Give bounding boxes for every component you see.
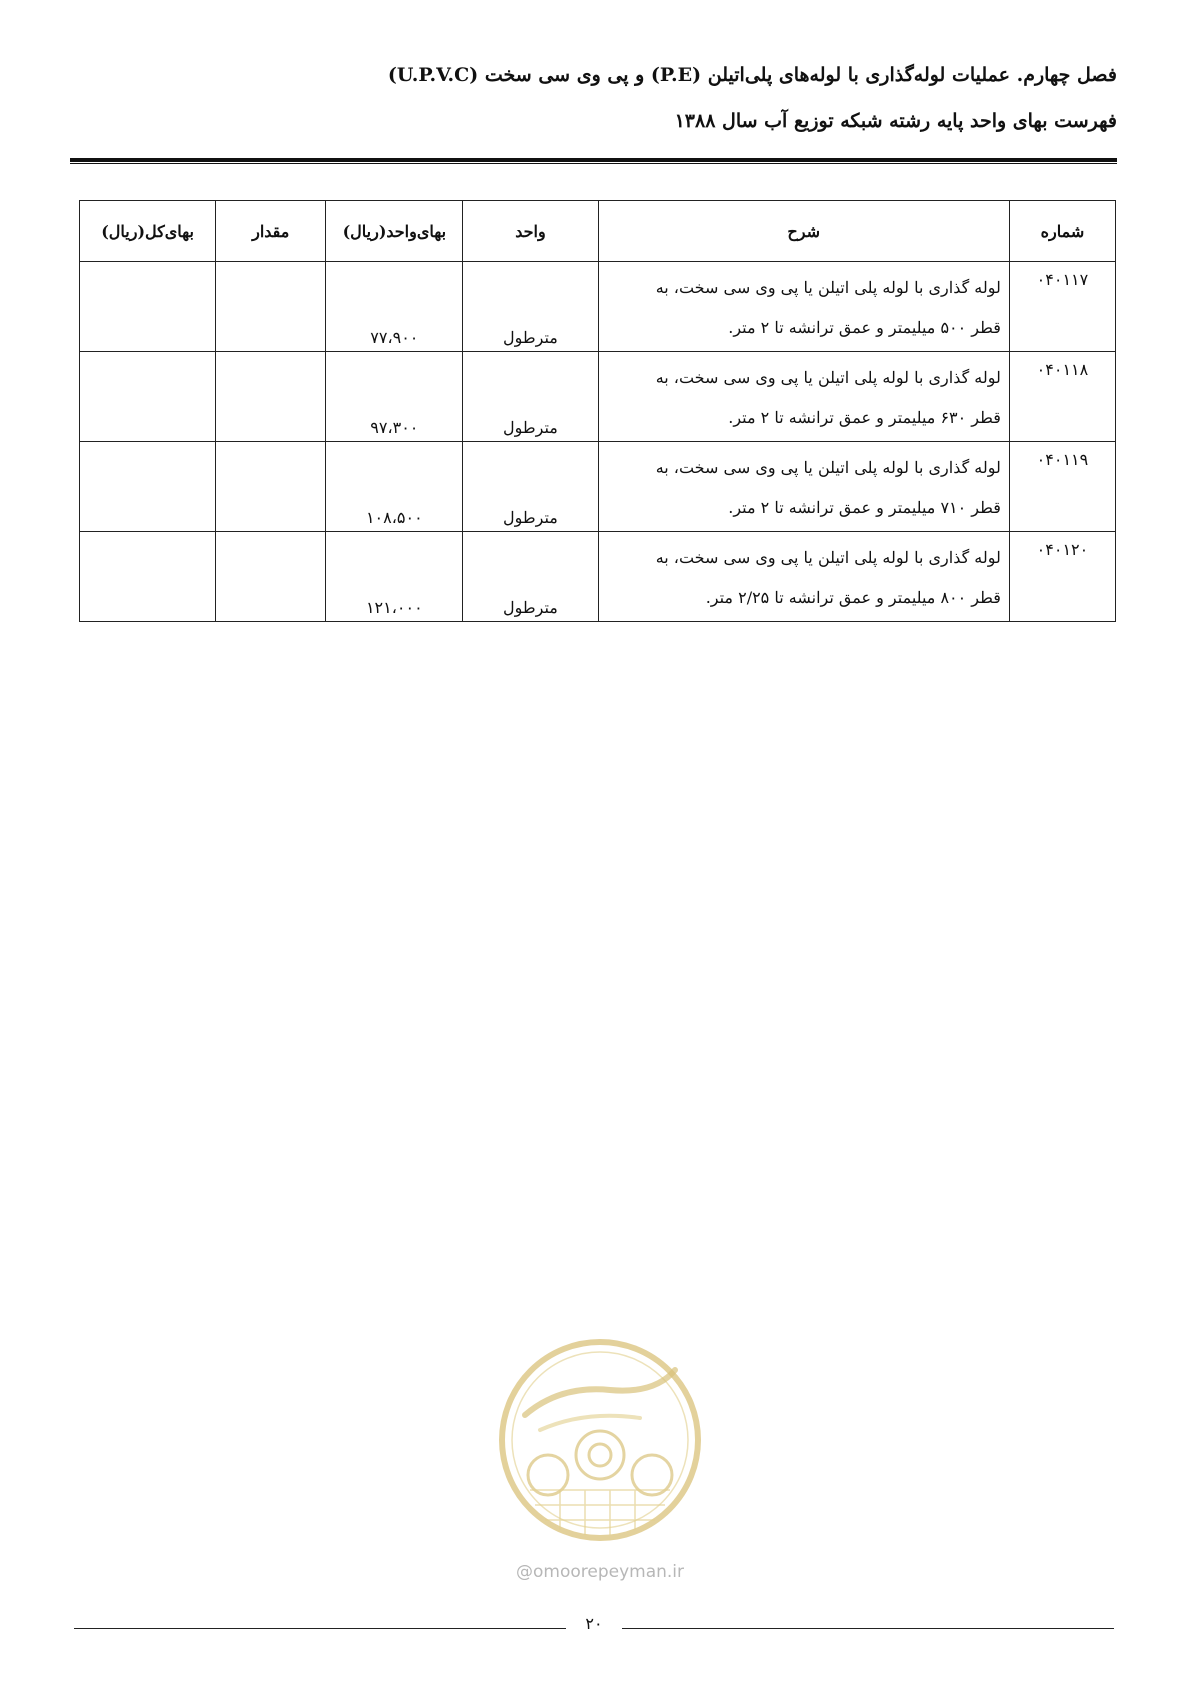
- row-description-line2: قطر ۷۱۰ میلیمتر و عمق ترانشه تا ۲ متر.: [728, 498, 1001, 517]
- row-unit-price: ۹۷،۳۰۰: [326, 352, 463, 442]
- row-quantity: [216, 262, 326, 352]
- row-total: [80, 352, 216, 442]
- row-description-line1: لوله گذاری با لوله پلی اتیلن یا پی وی سی سخت، به: [655, 278, 1001, 297]
- row-code: ۰۴۰۱۱۸: [1009, 352, 1115, 442]
- page-number: ۲۰: [585, 1614, 603, 1633]
- row-unit: مترطول: [463, 442, 598, 532]
- row-description-line1: لوله گذاری با لوله پلی اتیلن یا پی وی سی سخت، به: [655, 548, 1001, 567]
- row-total: [80, 532, 216, 622]
- row-description-line1: لوله گذاری با لوله پلی اتیلن یا پی وی سی سخت، به: [655, 458, 1001, 477]
- row-description-line2: قطر ۶۳۰ میلیمتر و عمق ترانشه تا ۲ متر.: [728, 408, 1001, 427]
- row-description-line2: قطر ۸۰۰ میلیمتر و عمق ترانشه تا ۲/۲۵ متر.: [705, 588, 1001, 607]
- row-description: [598, 352, 1009, 442]
- header-number: شماره: [1009, 201, 1115, 262]
- chapter-title: فصل چهارم. عملیات لوله‌گذاری با لوله‌های پلی‌اتیلن (P.E) و پی وی سی سخت (U.P.V.C): [387, 64, 1117, 86]
- row-unit-price: ۱۰۸،۵۰۰: [326, 442, 463, 532]
- row-code: ۰۴۰۱۲۰: [1009, 532, 1115, 622]
- row-description: [598, 532, 1009, 622]
- table-row: [80, 352, 1116, 442]
- row-total: [80, 442, 216, 532]
- row-description-line2: قطر ۵۰۰ میلیمتر و عمق ترانشه تا ۲ متر.: [728, 318, 1001, 337]
- footer-rule-left: [74, 1628, 566, 1629]
- row-unit-price: ۱۲۱،۰۰۰: [326, 532, 463, 622]
- row-unit: مترطول: [463, 532, 598, 622]
- row-description: [598, 262, 1009, 352]
- row-unit-price: ۷۷،۹۰۰: [326, 262, 463, 352]
- header-unit-price: بهای‌واحد(ریال): [326, 201, 463, 262]
- row-quantity: [216, 442, 326, 532]
- row-description: [598, 442, 1009, 532]
- row-code: ۰۴۰۱۱۷: [1009, 262, 1115, 352]
- page-header: [72, 52, 1117, 144]
- header-quantity: مقدار: [216, 201, 326, 262]
- row-unit: مترطول: [463, 352, 598, 442]
- table-row: [80, 262, 1116, 352]
- table-header-row: [80, 201, 1116, 262]
- row-description-line1: لوله گذاری با لوله پلی اتیلن یا پی وی سی سخت، به: [655, 368, 1001, 387]
- price-list-subtitle: فهرست بهای واحد پایه رشته شبکه توزیع آب سال ۱۳۸۸: [674, 110, 1117, 132]
- watermark-logo: [490, 1330, 710, 1590]
- header-divider: [70, 158, 1117, 164]
- seal-icon: [490, 1330, 710, 1560]
- row-quantity: [216, 352, 326, 442]
- row-unit: مترطول: [463, 262, 598, 352]
- row-quantity: [216, 532, 326, 622]
- watermark-site: @omoorepeyman.ir: [515, 1562, 685, 1582]
- price-table: [79, 200, 1116, 622]
- header-description: شرح: [598, 201, 1009, 262]
- header-unit: واحد: [463, 201, 598, 262]
- table-row: [80, 442, 1116, 532]
- header-total-price: بهای‌کل(ریال): [80, 201, 216, 262]
- table-row: [80, 532, 1116, 622]
- footer-rule-right: [622, 1628, 1114, 1629]
- row-code: ۰۴۰۱۱۹: [1009, 442, 1115, 532]
- row-total: [80, 262, 216, 352]
